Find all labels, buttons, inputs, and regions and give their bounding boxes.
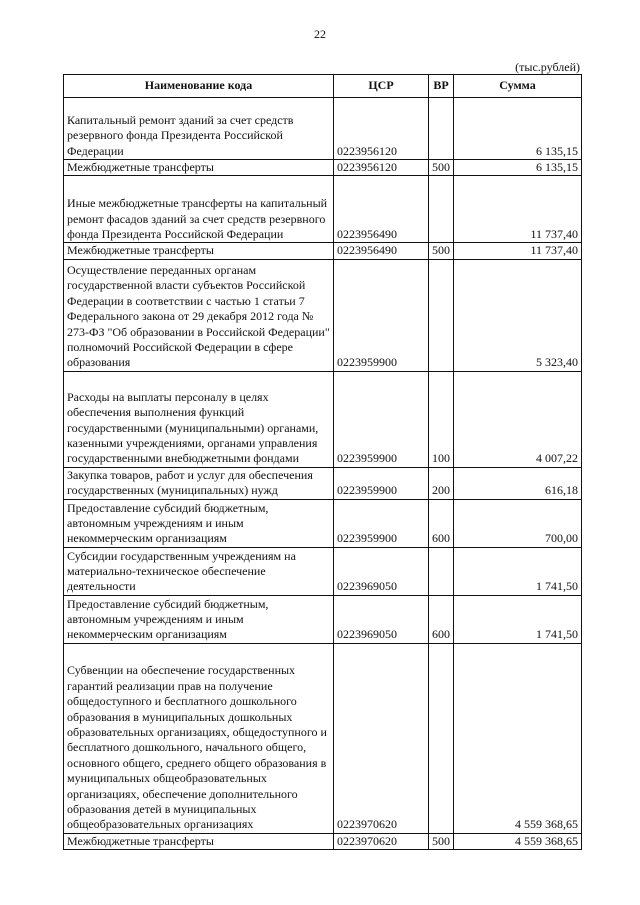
cell-csr: 0223956120 (334, 160, 429, 176)
cell-sum: 6 135,15 (454, 98, 582, 160)
table-row (64, 371, 582, 467)
cell-csr: 0223959900 (334, 371, 429, 467)
cell-vr: 200 (429, 467, 454, 499)
cell-sum: 616,18 (454, 467, 582, 499)
cell-name: Предоставление субсидий бюджетным, автономным учреждениям и иным некоммерческим организациям (64, 499, 334, 547)
table-row (64, 160, 582, 176)
cell-csr: 0223959900 (334, 259, 429, 371)
cell-csr: 0223956490 (334, 243, 429, 259)
cell-name: Предоставление субсидий бюджетным, автономным учреждениям и иным некоммерческим организациям (64, 595, 334, 643)
table-row (64, 833, 582, 849)
cell-vr: 600 (429, 499, 454, 547)
cell-vr: 500 (429, 160, 454, 176)
cell-sum: 11 737,40 (454, 243, 582, 259)
cell-sum: 5 323,40 (454, 259, 582, 371)
cell-csr: 0223956490 (334, 176, 429, 243)
header-sum: Сумма (454, 75, 582, 98)
cell-sum: 4 559 368,65 (454, 833, 582, 849)
header-csr: ЦСР (334, 75, 429, 98)
header-vr: ВР (429, 75, 454, 98)
table-row (64, 595, 582, 643)
cell-vr (429, 547, 454, 595)
units-label: (тыс.рублей) (515, 60, 580, 74)
table-row (64, 643, 582, 833)
table-row (64, 98, 582, 160)
cell-name: Субвенции на обеспечение государственных гарантий реализации прав на получение общедоступного и бесплатного дошкольного образования в муниципальных дошкольных образовательных организациях, общедоступного и бесплатного дошкольного, начального общего, основного общего, среднего общего образования в муниципальных общеобразовательных организациях, обеспечение дополнительного образования детей в муниципальных общеобразовательных организациях (64, 643, 334, 833)
cell-name: Межбюджетные трансферты (64, 833, 334, 849)
cell-name: Субсидии государственным учреждениям на материально-техническое обеспечение деятельности (64, 547, 334, 595)
cell-vr (429, 98, 454, 160)
cell-sum: 700,00 (454, 499, 582, 547)
table-row (64, 499, 582, 547)
cell-vr (429, 643, 454, 833)
table-header-row (64, 75, 582, 98)
table-row (64, 547, 582, 595)
cell-name: Закупка товаров, работ и услуг для обеспечения государственных (муниципальных) нужд (64, 467, 334, 499)
cell-vr: 500 (429, 243, 454, 259)
cell-csr: 0223969050 (334, 547, 429, 595)
cell-vr: 100 (429, 371, 454, 467)
cell-csr: 0223970620 (334, 643, 429, 833)
header-name: Наименование кода (64, 75, 334, 98)
table-row (64, 467, 582, 499)
cell-csr: 0223959900 (334, 499, 429, 547)
cell-sum: 6 135,15 (454, 160, 582, 176)
table-row (64, 259, 582, 371)
cell-name: Иные межбюджетные трансферты на капитальный ремонт фасадов зданий за счет средств резервного фонда Президента Российской Федерации (64, 176, 334, 243)
cell-sum: 1 741,50 (454, 595, 582, 643)
cell-csr: 0223969050 (334, 595, 429, 643)
cell-csr: 0223959900 (334, 467, 429, 499)
budget-table (63, 74, 582, 850)
cell-name: Осуществление переданных органам государственной власти субъектов Российской Федерации в соответствии с частью 1 статьи 7 Федерального закона от 29 декабря 2012 года № 273-ФЗ "Об образовании в Российской Федерации" полномочий Российской Федерации в сфере образования (64, 259, 334, 371)
cell-sum: 1 741,50 (454, 547, 582, 595)
cell-csr: 0223970620 (334, 833, 429, 849)
cell-name: Межбюджетные трансферты (64, 160, 334, 176)
page-number: 22 (314, 27, 326, 41)
cell-vr (429, 176, 454, 243)
cell-sum: 11 737,40 (454, 176, 582, 243)
cell-name: Межбюджетные трансферты (64, 243, 334, 259)
cell-sum: 4 559 368,65 (454, 643, 582, 833)
cell-vr (429, 259, 454, 371)
table-row (64, 176, 582, 243)
cell-vr: 600 (429, 595, 454, 643)
cell-sum: 4 007,22 (454, 371, 582, 467)
cell-vr: 500 (429, 833, 454, 849)
table-row (64, 243, 582, 259)
cell-name: Расходы на выплаты персоналу в целях обеспечения выполнения функций государственными (муниципальными) органами, казенными учреждениями, органами управления государственными внебюджетными фондами (64, 371, 334, 467)
cell-name: Капитальный ремонт зданий за счет средств резервного фонда Президента Российской Федерации (64, 98, 334, 160)
cell-csr: 0223956120 (334, 98, 429, 160)
